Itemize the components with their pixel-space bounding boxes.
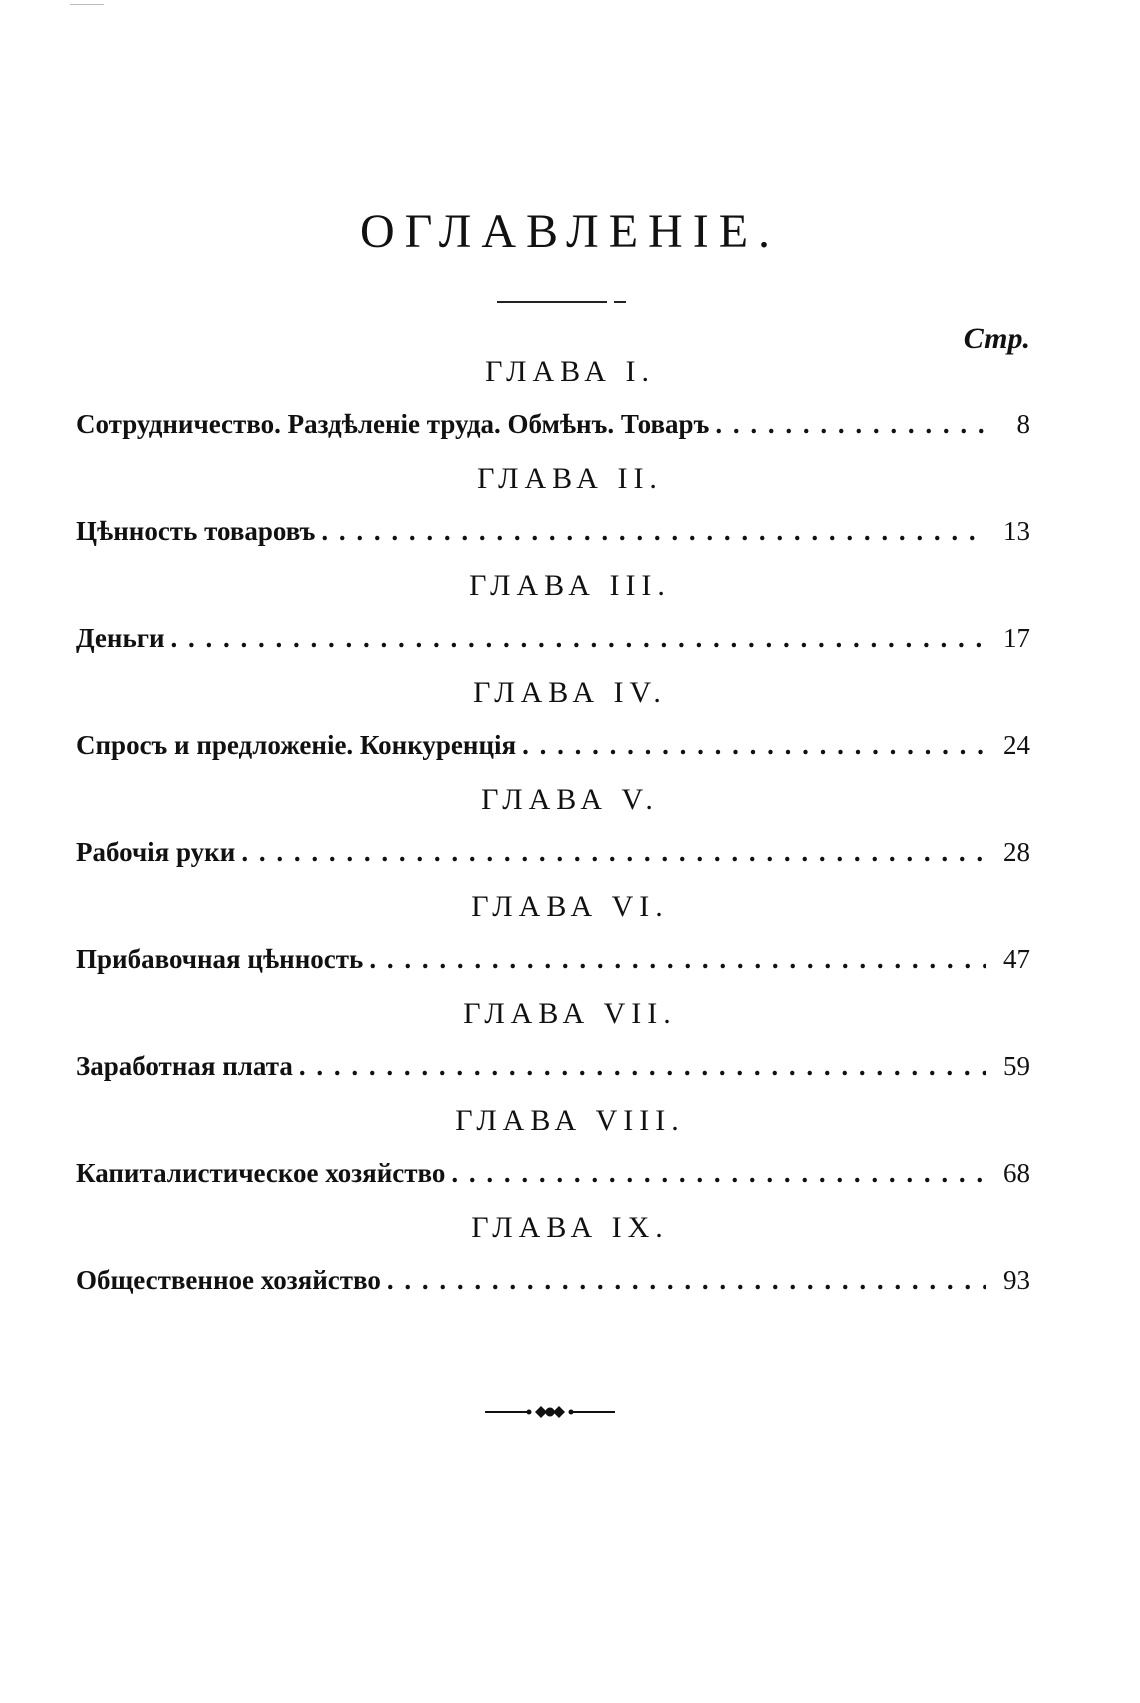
chapter-heading: ГЛАВА VI. bbox=[471, 890, 669, 923]
chapter-7 bbox=[0, 992, 1140, 1099]
chapter-heading: ГЛАВА IV. bbox=[473, 676, 667, 709]
toc-entry-title: Сотрудничество. Раздѣленіе труда. Обмѣнъ. Товаръ bbox=[76, 409, 710, 439]
toc-entry bbox=[76, 723, 1030, 767]
dot-leader bbox=[715, 402, 986, 446]
chapter-2 bbox=[0, 457, 1140, 564]
chapter-3 bbox=[0, 564, 1140, 671]
chapter-heading: ГЛАВА I. bbox=[485, 355, 655, 388]
toc-entry-title: Прибавочная цѣнность bbox=[76, 944, 364, 974]
toc-entry bbox=[76, 1151, 1030, 1195]
table-of-contents bbox=[0, 350, 1140, 1313]
chapter-5 bbox=[0, 778, 1140, 885]
dot-leader bbox=[451, 1151, 986, 1195]
dot-leader bbox=[369, 937, 986, 981]
toc-entry bbox=[76, 830, 1030, 874]
dot-leader bbox=[522, 723, 986, 767]
toc-entry-page-number: 47 bbox=[1003, 944, 1030, 974]
chapter-heading: ГЛАВА II. bbox=[477, 462, 663, 495]
toc-entry bbox=[76, 509, 1030, 553]
chapter-9 bbox=[0, 1206, 1140, 1313]
top-edge-rule bbox=[70, 4, 104, 5]
toc-entry-title: Общественное хозяйство bbox=[76, 1265, 381, 1295]
dot-leader bbox=[321, 509, 986, 553]
chapter-heading: ГЛАВА VII. bbox=[463, 997, 677, 1030]
chapter-heading: ГЛАВА VIII. bbox=[455, 1104, 685, 1137]
page-column-header: Стр. bbox=[963, 322, 1030, 355]
toc-entry-page-number: 28 bbox=[1003, 837, 1030, 867]
toc-entry-page-number: 17 bbox=[1003, 623, 1030, 653]
toc-entry-title: Деньги bbox=[76, 623, 165, 653]
toc-entry bbox=[76, 1258, 1030, 1302]
toc-entry-page-number: 59 bbox=[1003, 1051, 1030, 1081]
end-ornament-icon bbox=[485, 1400, 615, 1424]
toc-entry-page-number: 8 bbox=[1016, 409, 1030, 439]
chapter-heading: ГЛАВА III. bbox=[469, 569, 671, 602]
toc-entry bbox=[76, 402, 1030, 446]
dot-leader bbox=[387, 1258, 986, 1302]
chapter-8 bbox=[0, 1099, 1140, 1206]
toc-entry-page-number: 93 bbox=[1003, 1265, 1030, 1295]
title-underline-dash bbox=[614, 301, 626, 303]
dot-leader bbox=[241, 830, 986, 874]
chapter-1 bbox=[0, 350, 1140, 457]
toc-entry bbox=[76, 1044, 1030, 1088]
chapter-heading: ГЛАВА V. bbox=[481, 783, 659, 816]
toc-entry bbox=[76, 616, 1030, 660]
toc-entry-page-number: 24 bbox=[1003, 730, 1030, 760]
page-title: ОГЛАВЛЕНIЕ. bbox=[359, 205, 781, 258]
toc-entry-title: Капиталистическое хозяйство bbox=[76, 1158, 446, 1188]
toc-entry-page-number: 13 bbox=[1003, 516, 1030, 546]
chapter-heading: ГЛАВА IX. bbox=[471, 1211, 669, 1244]
chapter-6 bbox=[0, 885, 1140, 992]
toc-entry-page-number: 68 bbox=[1003, 1158, 1030, 1188]
toc-entry-title: Рабочія руки bbox=[76, 837, 236, 867]
toc-entry-title: Заработная плата bbox=[76, 1051, 293, 1081]
toc-entry-title: Цѣнность товаровъ bbox=[76, 516, 316, 546]
toc-entry-title: Спросъ и предложеніе. Конкуренція bbox=[76, 730, 517, 760]
title-underline-rule bbox=[497, 301, 607, 303]
chapter-4 bbox=[0, 671, 1140, 778]
dot-leader bbox=[299, 1044, 986, 1088]
toc-entry bbox=[76, 937, 1030, 981]
dot-leader bbox=[171, 616, 986, 660]
